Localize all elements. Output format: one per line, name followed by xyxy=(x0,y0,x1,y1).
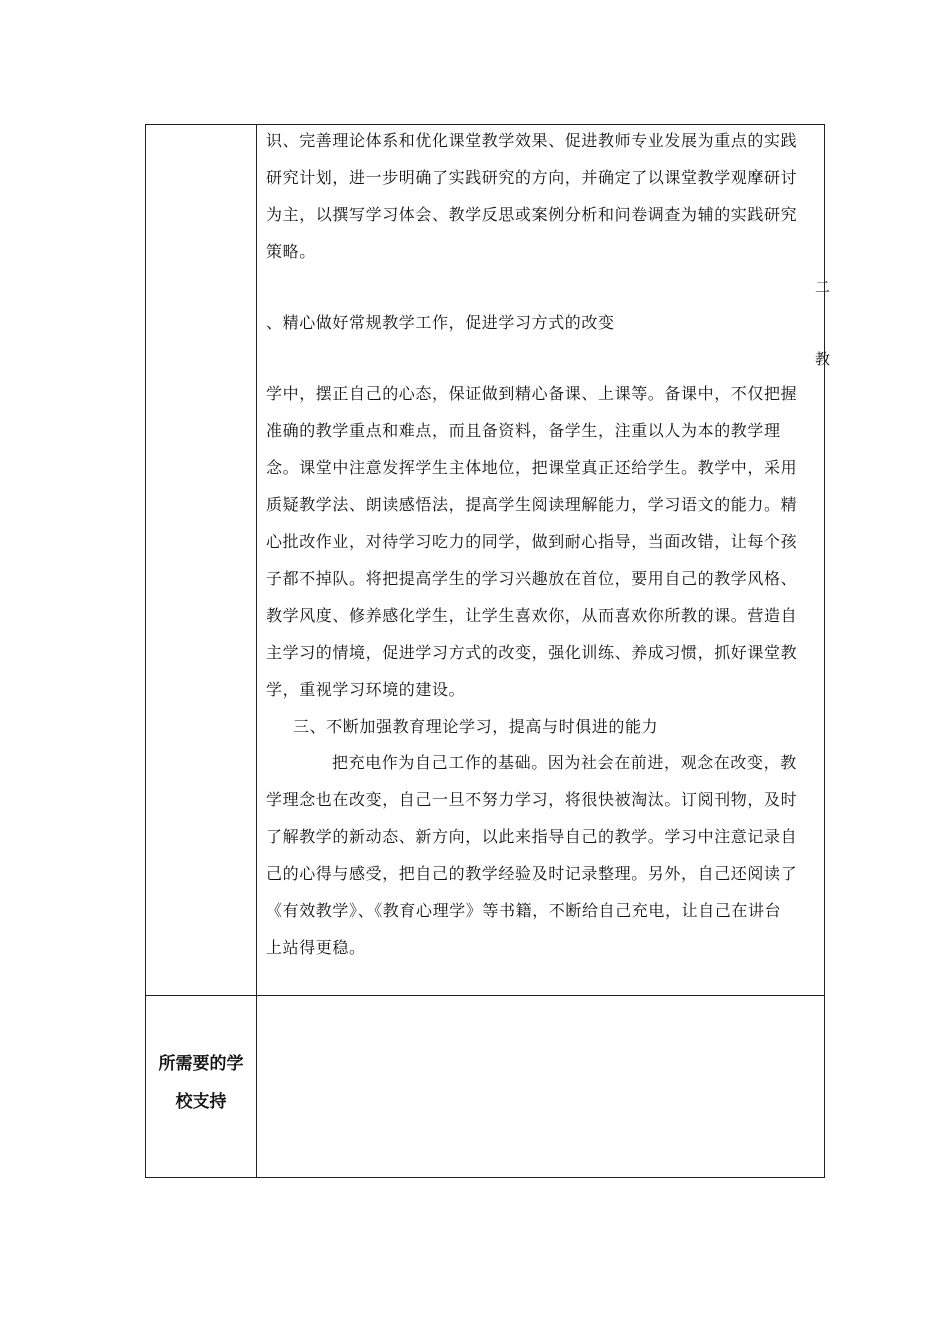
text-line: 教学风度、修养感化学生，让学生喜欢你，从而喜欢你所教的课。营造自 xyxy=(266,606,798,625)
margin-char-teach: 教 xyxy=(815,350,831,368)
text-line: 念。课堂中注意发挥学生主体地位，把课堂真正还给学生。教学中，采用 xyxy=(266,458,798,477)
text-line: 上站得更稳。 xyxy=(266,938,366,957)
support-row-content xyxy=(266,1005,806,1165)
table-border-middle xyxy=(256,124,257,1178)
section2-paragraph xyxy=(266,375,806,708)
margin-char-two: 二 xyxy=(815,278,831,296)
text-line: 学，重视学习环境的建设。 xyxy=(266,680,466,699)
text-line: 识、完善理论体系和优化课堂教学效果、促进教师专业发展为重点的实践 xyxy=(266,131,798,150)
section1-paragraph xyxy=(266,122,806,270)
table-row-divider xyxy=(145,995,825,996)
text-line: 己的心得与感受，把自己的教学经验及时记录整理。另外，自己还阅读了 xyxy=(266,864,798,883)
table-border-left xyxy=(145,124,146,1178)
text-line: 了解教学的新动态、新方向，以此来指导自己的教学。学习中注意记录自 xyxy=(266,827,798,846)
text-line: 研究计划，进一步明确了实践研究的方向，并确定了以课堂教学观摩研讨 xyxy=(266,168,798,187)
text-line: 策略。 xyxy=(266,242,316,261)
text-line: 主学习的情境，促进学习方式的改变，强化训练、养成习惯，抓好课堂教 xyxy=(266,643,798,662)
text-line: 学理念也在改变，自己一旦不努力学习，将很快被淘汰。订阅刊物，及时 xyxy=(266,790,798,809)
section3-heading xyxy=(293,708,813,745)
support-row-label xyxy=(146,1045,256,1121)
text-line: 准确的教学重点和难点，而且备资料，备学生，注重以人为本的教学理 xyxy=(266,421,781,440)
text-line: 子都不掉队。将把提高学生的学习兴趣放在首位，要用自己的教学风格、 xyxy=(266,569,798,588)
text-line: 为主，以撰写学习体会、教学反思或案例分析和问卷调查为辅的实践研究 xyxy=(266,205,798,224)
table-border-bottom xyxy=(145,1177,825,1178)
section2-heading xyxy=(266,304,806,341)
text-line: 学中，摆正自己的心态，保证做到精心备课、上课等。备课中，不仅把握 xyxy=(266,384,798,403)
label-line: 所需要的学 xyxy=(158,1054,244,1074)
label-line: 校支持 xyxy=(175,1092,227,1112)
heading-text: 、精心做好常规教学工作，促进学习方式的改变 xyxy=(266,313,615,332)
heading-text: 三、不断加强教育理论学习，提高与时俱进的能力 xyxy=(293,717,659,736)
text-line: 把充电作为自己工作的基础。因为社会在前进，观念在改变，教 xyxy=(332,753,797,772)
text-line: 心批改作业，对待学习吃力的同学，做到耐心指导，当面改错，让每个孩 xyxy=(266,532,798,551)
section3-paragraph xyxy=(266,744,806,966)
text-line: 质疑教学法、朗读感悟法，提高学生阅读理解能力，学习语文的能力。精 xyxy=(266,495,798,514)
text-line: 《有效教学》、《教育心理学》等书籍，不断给自己充电，让自己在讲台 xyxy=(266,901,782,920)
